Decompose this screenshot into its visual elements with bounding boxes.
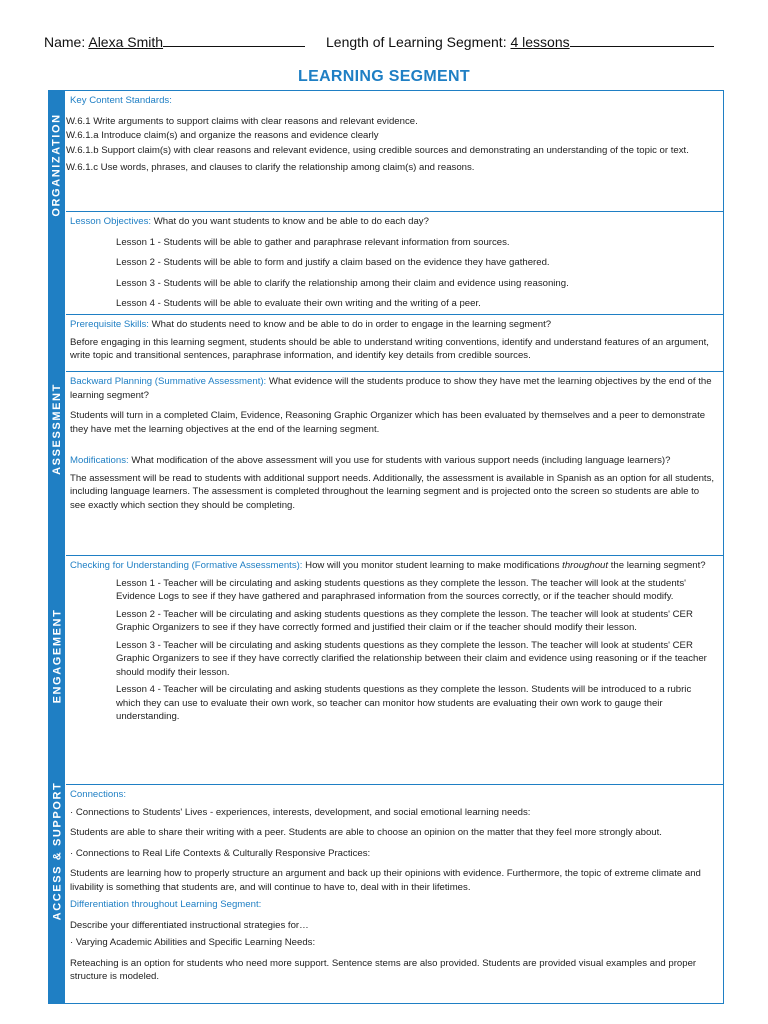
modifications-heading: Modifications: What modification of the above assessment will you use for students with various support needs (including language learners)? xyxy=(70,455,671,466)
objective-item: Lesson 1 - Students will be able to gather and paraphrase relevant information from sources. xyxy=(116,236,510,248)
objectives-heading: Lesson Objectives: What do you want students to know and be able to do each day? xyxy=(70,216,429,227)
modifications-text: The assessment will be read to students with additional support needs. Additionally, the assessment is available in Spanish as an option for all students, including language learners. The assessment is completed throughout the learning segment and is projected onto the screen so students are able to see exactly which section they should be completing. xyxy=(70,472,715,511)
connections-text-lives: Students are able to share their writing with a peer. Students are able to choose an opinion on the matter that they feel more strongly about. xyxy=(70,827,662,838)
sidebar xyxy=(49,91,65,1003)
section-assessment xyxy=(66,372,723,556)
connections-label: Connections: xyxy=(70,789,126,800)
section-standards xyxy=(66,91,723,212)
objective-item: Lesson 3 - Students will be able to clarify the relationship among their claim and evidence using reasoning. xyxy=(116,277,569,289)
content xyxy=(66,91,723,1003)
objective-item: Lesson 4 - Students will be able to evaluate their own writing and the writing of a peer. xyxy=(116,298,481,309)
standard-item: W.6.1.b Support claim(s) with clear reasons and relevant evidence, using credible sources and demonstrating an understanding of the topic or text. xyxy=(66,144,689,156)
length-label: Length of Learning Segment: xyxy=(326,34,507,50)
prereq-heading: Prerequisite Skills: What do students need to know and be able to do in order to engage in the learning segment? xyxy=(70,319,552,330)
header xyxy=(44,34,748,54)
standard-item: W.6.1 Write arguments to support claims with clear reasons and relevant evidence. xyxy=(66,115,418,127)
section-prerequisites xyxy=(66,315,723,372)
section-engagement xyxy=(66,556,723,785)
sidebar-label-access-support: ACCESS & SUPPORT xyxy=(51,781,63,921)
length-underline xyxy=(570,34,714,47)
sidebar-label-assessment: ASSESSMENT xyxy=(51,383,64,475)
name-field xyxy=(44,34,305,50)
section-access-support xyxy=(66,785,723,1001)
connections-sub-real-life: · Connections to Real Life Contexts & Culturally Responsive Practices: xyxy=(70,847,371,859)
name-underline xyxy=(163,34,305,47)
differentiation-description: Describe your differentiated instructional strategies for… xyxy=(70,919,309,931)
checking-item: Lesson 3 - Teacher will be circulating and asking students questions as they complete the lesson. The teacher will look at students' CER Graphic Organizers to see if they have correctly clarified the relationship between their claim and evidence using reasoning or if the teacher should modify their lesson. xyxy=(116,639,707,678)
standard-item: W.6.1.a Introduce claim(s) and organize the reasons and evidence clearly xyxy=(66,130,379,141)
length-field xyxy=(326,34,714,50)
name-label: Name: xyxy=(44,34,86,50)
checking-item: Lesson 1 - Teacher will be circulating and asking students questions as they complete the lesson. The teacher will look at the students' Evidence Logs to see if they have gathered and paraphrased information from the sources correctly, or if the teacher should modify. xyxy=(116,577,686,602)
name-value: Alexa Smith xyxy=(88,34,164,50)
objective-item: Lesson 2 - Students will be able to form and justify a claim based on the evidence they have gathered. xyxy=(116,257,550,268)
section-objectives xyxy=(66,212,723,315)
page-title: LEARNING SEGMENT xyxy=(298,68,470,85)
checking-item: Lesson 4 - Teacher will be circulating and asking students questions as they complete the lesson. Students will be introduced to a rubric which they can use to evaluate their own work, so teacher can monitor how students are evaluating their own work to gauge their understanding. xyxy=(116,684,692,722)
backward-heading: Backward Planning (Summative Assessment): What evidence will the students produce to show they have met the learning objectives by the end of the learning segment? xyxy=(70,376,712,401)
differentiation-sub-abilities: · Varying Academic Abilities and Specific Learning Needs: xyxy=(70,937,316,948)
sidebar-label-organization: ORGANIZATION xyxy=(51,113,64,217)
standards-label: Key Content Standards: xyxy=(70,95,172,106)
connections-sub-lives: · Connections to Students' Lives - experiences, interests, development, and social emotional learning needs: xyxy=(70,806,531,818)
learning-segment-form xyxy=(48,90,724,1004)
backward-text: Students will turn in a completed Claim, Evidence, Reasoning Graphic Organizer which has been evaluated by themselves and a peer to demonstrate they have met the learning objectives at the end of the learning segment. xyxy=(70,410,706,435)
length-value: 4 lessons xyxy=(510,34,570,50)
prereq-text: Before engaging in this learning segment, students should be able to understand writing conventions, identify and understand features of an argument, write topic and transitional sentences, paraphrase information, and identify key details from credible sources. xyxy=(70,336,709,361)
standard-item: W.6.1.c Use words, phrases, and clauses to clarify the relationship among claim(s) and reasons. xyxy=(66,162,475,173)
differentiation-label: Differentiation throughout Learning Segment: xyxy=(70,899,262,910)
checking-heading: Checking for Understanding (Formative Assessments): How will you monitor student learning to make modifications throughout the learning segment? xyxy=(70,560,706,571)
sidebar-label-engagement: ENGAGEMENT xyxy=(51,608,63,704)
checking-item: Lesson 2 - Teacher will be circulating and asking students questions as they complete the lesson. The teacher will look at students' CER Graphic Organizers to see if they have correctly formed and justified their claim or if the teacher should modify their lesson. xyxy=(116,608,693,633)
differentiation-text-abilities: Reteaching is an option for students who need more support. Sentence stems are also provided. Students are provided visual examples and proper structure is modeled. xyxy=(70,957,697,982)
connections-text-real-life: Students are learning how to properly structure an argument and back up their opinions with evidence. Furthermore, the topic of extreme climate and livability is something that students are, and will continue to have to, deal with in their lifetimes. xyxy=(70,868,701,893)
